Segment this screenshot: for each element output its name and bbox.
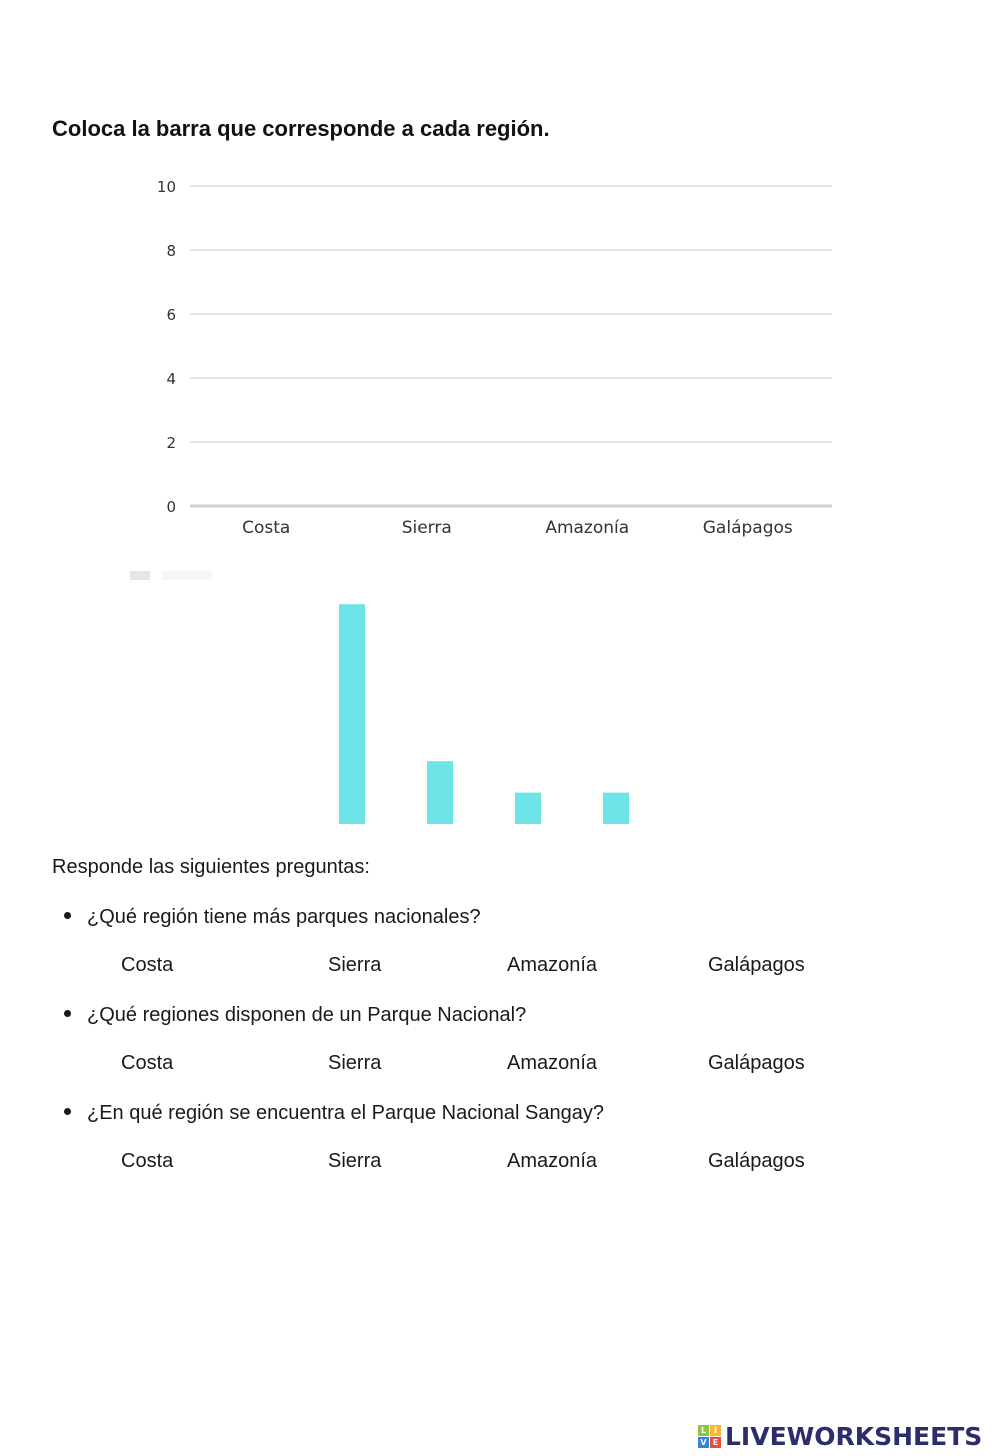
liveworksheets-brand [698,1420,982,1452]
worksheet-title: Coloca la barra que corresponde a cada región. [52,116,550,141]
y-tick-label: 10 [156,178,176,196]
brand-name: LIVEWORKSHEETS [725,1421,983,1451]
logo-letter: E [710,1437,721,1448]
draggable-bar[interactable] [603,793,629,824]
option-costa[interactable]: Costa [121,1052,174,1074]
x-tick-label: Galápagos [702,518,793,538]
x-tick-label: Sierra [401,518,452,538]
bar-chart [0,160,1000,560]
question-text: ¿Qué región tiene más parques nacionales? [87,906,481,928]
logo-letter: V [698,1437,709,1448]
question-1 [64,906,481,929]
x-tick-label: Costa [242,518,291,538]
question-text: ¿Qué regiones disponen de un Parque Nacional? [87,1004,527,1026]
draggable-bars-area [0,590,1000,830]
y-tick-label: 0 [166,498,176,516]
legend-label-placeholder [162,571,212,580]
x-tick-label: Amazonía [545,518,630,538]
option-galapagos[interactable]: Galápagos [708,954,805,976]
bullet-icon [64,1010,71,1017]
liveworksheets-logo-icon [698,1425,721,1448]
question-text: ¿En qué región se encuentra el Parque Nacional Sangay? [87,1102,605,1124]
option-amazonia[interactable]: Amazonía [507,1150,598,1172]
y-tick-label: 4 [166,370,176,388]
draggable-bar[interactable] [427,761,453,824]
option-galapagos[interactable]: Galápagos [708,1052,805,1074]
option-galapagos[interactable]: Galápagos [708,1150,805,1172]
y-tick-label: 8 [166,242,176,260]
question-2 [64,1004,526,1027]
option-sierra[interactable]: Sierra [328,1052,382,1074]
legend-swatch [130,571,150,580]
option-sierra[interactable]: Sierra [328,1150,382,1172]
y-tick-label: 6 [166,306,176,324]
question-3 [64,1102,604,1125]
y-tick-label: 2 [166,434,176,452]
option-costa[interactable]: Costa [121,1150,174,1172]
logo-letter: I [710,1425,721,1436]
instructions-text: Responde las siguientes preguntas: [52,856,370,878]
logo-letter: L [698,1425,709,1436]
option-sierra[interactable]: Sierra [328,954,382,976]
bullet-icon [64,912,71,919]
option-amazonia[interactable]: Amazonía [507,1052,598,1074]
bullet-icon [64,1108,71,1115]
option-amazonia[interactable]: Amazonía [507,954,598,976]
option-costa[interactable]: Costa [121,954,174,976]
draggable-bar[interactable] [515,793,541,824]
draggable-bar[interactable] [339,604,365,824]
